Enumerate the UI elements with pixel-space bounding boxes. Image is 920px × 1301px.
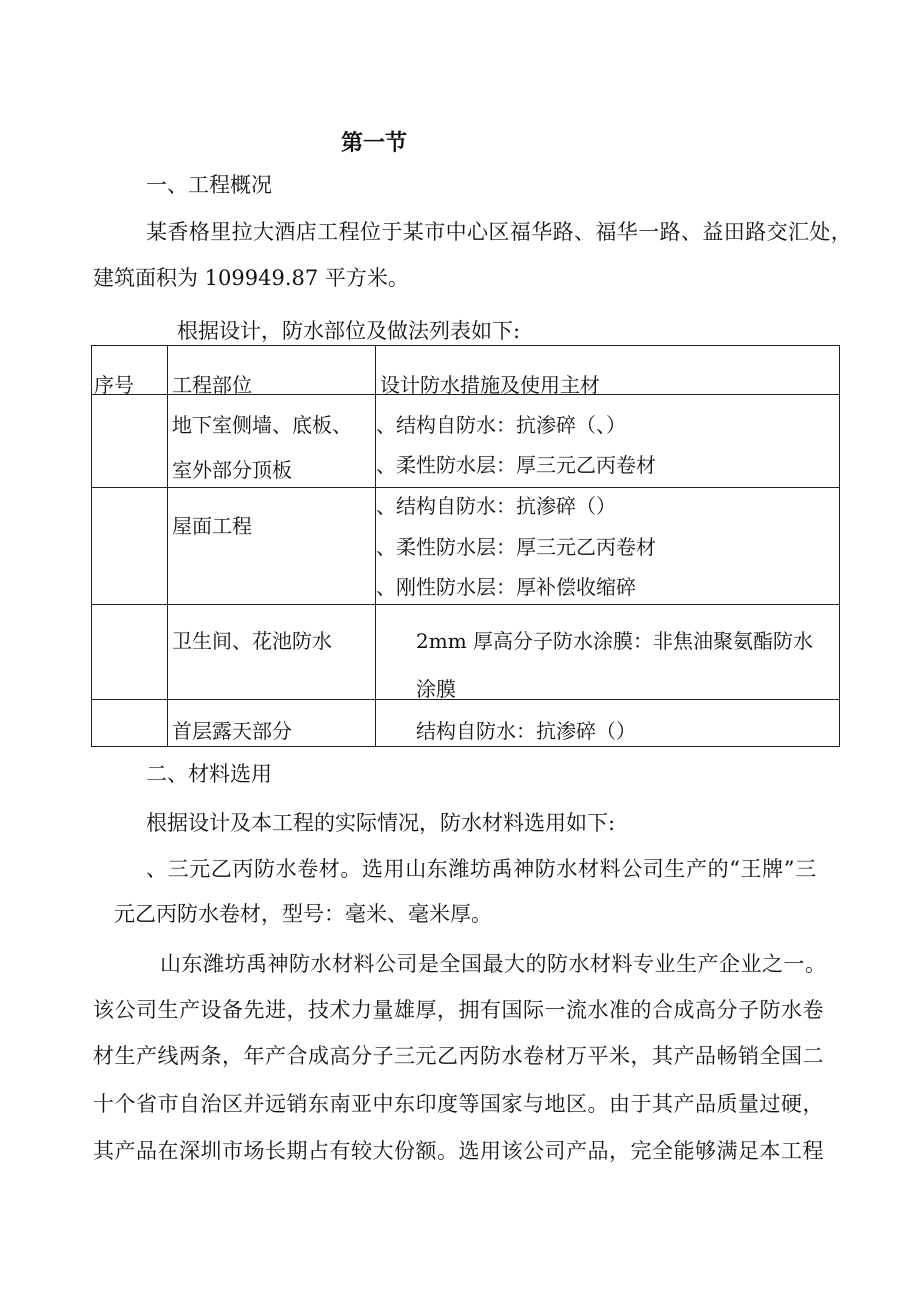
- table-row: [92, 605, 840, 700]
- table-header-cell: [168, 346, 376, 395]
- table-cell: [92, 395, 168, 488]
- paragraph-epdm-line-1: 、三元乙丙防水卷材。选用山东潍坊禹神防水材料公司生产的“王牌”三: [146, 857, 817, 881]
- row-1-measure-1: 、结构自防水：抗渗碎（、）: [376, 413, 626, 437]
- paragraph-company-line-2: 该公司生产设备先进，技术力量雄厚，拥有国际一流水准的合成高分子防水卷: [93, 998, 824, 1022]
- table-cell: [92, 488, 168, 605]
- header-index: 序号: [94, 373, 134, 397]
- table-intro: 根据设计，防水部位及做法列表如下:: [177, 319, 521, 343]
- paragraph-company-line-5: 其产品在深圳市场长期占有较大份额。选用该公司产品，完全能够满足本工程: [93, 1139, 824, 1163]
- heading-material-selection: 二、材料选用: [146, 762, 272, 786]
- heading-project-overview: 一、工程概况: [146, 173, 272, 197]
- table-header-row: [92, 346, 840, 395]
- paragraph-overview-line-1: 某香格里拉大酒店工程位于某市中心区福华路、福华一路、益田路交汇处，: [146, 220, 853, 244]
- paragraph-company-line-4: 十个省市自治区并远销东南亚中东印度等国家与地区。由于其产品质量过硬，: [93, 1092, 824, 1116]
- paragraph-material-intro: 根据设计及本工程的实际情况，防水材料选用如下:: [146, 811, 616, 835]
- header-part: 工程部位: [172, 373, 252, 397]
- row-3-measure-line-2: 涂膜: [416, 677, 456, 701]
- row-1-measure-2: 、柔性防水层：厚三元乙丙卷材: [376, 453, 656, 477]
- row-3-measure-line-1: 2mm 厚高分子防水涂膜：非焦油聚氨酯防水: [416, 629, 814, 653]
- table-cell: [168, 700, 376, 747]
- table-cell: [376, 605, 840, 700]
- waterproofing-table: [91, 345, 840, 747]
- paragraph-company-line-1: 山东潍坊禹神防水材料公司是全国最大的防水材料专业生产企业之一。: [160, 952, 827, 976]
- row-1-part-line-2: 室外部分顶板: [172, 458, 292, 482]
- table-cell: [168, 488, 376, 605]
- table-row: [92, 395, 840, 488]
- row-2-measure-2: 、柔性防水层：厚三元乙丙卷材: [376, 535, 656, 559]
- row-1-part-line-1: 地下室侧墙、底板、: [172, 413, 352, 437]
- table-cell: [92, 700, 168, 747]
- row-2-part: 屋面工程: [172, 514, 252, 538]
- row-4-measure: 结构自防水：抗渗碎（）: [416, 719, 636, 743]
- table-cell: [376, 700, 840, 747]
- table-header-cell: [376, 346, 840, 395]
- row-2-measure-1: 、结构自防水：抗渗碎（）: [376, 494, 616, 518]
- table-cell: [92, 605, 168, 700]
- table-row: [92, 488, 840, 605]
- row-3-part: 卫生间、花池防水: [172, 629, 332, 653]
- table-header-cell: [92, 346, 168, 395]
- paragraph-epdm-line-2: 元乙丙防水卷材，型号：毫米、毫米厚。: [114, 902, 492, 926]
- header-measures: 设计防水措施及使用主材: [380, 373, 600, 397]
- row-2-measure-3: 、刚性防水层：厚补偿收缩碎: [376, 575, 636, 599]
- table-cell: [168, 605, 376, 700]
- paragraph-overview-line-2: 建筑面积为 109949.87 平方米。: [93, 266, 409, 290]
- table-cell: [168, 395, 376, 488]
- table-cell: [376, 395, 840, 488]
- row-4-part: 首层露天部分: [172, 719, 292, 743]
- table-cell: [376, 488, 840, 605]
- paragraph-company-line-3: 材生产线两条，年产合成高分子三元乙丙防水卷材万平米，其产品畅销全国二: [93, 1044, 824, 1068]
- section-title: 第一节: [341, 131, 408, 156]
- table-row: [92, 700, 840, 747]
